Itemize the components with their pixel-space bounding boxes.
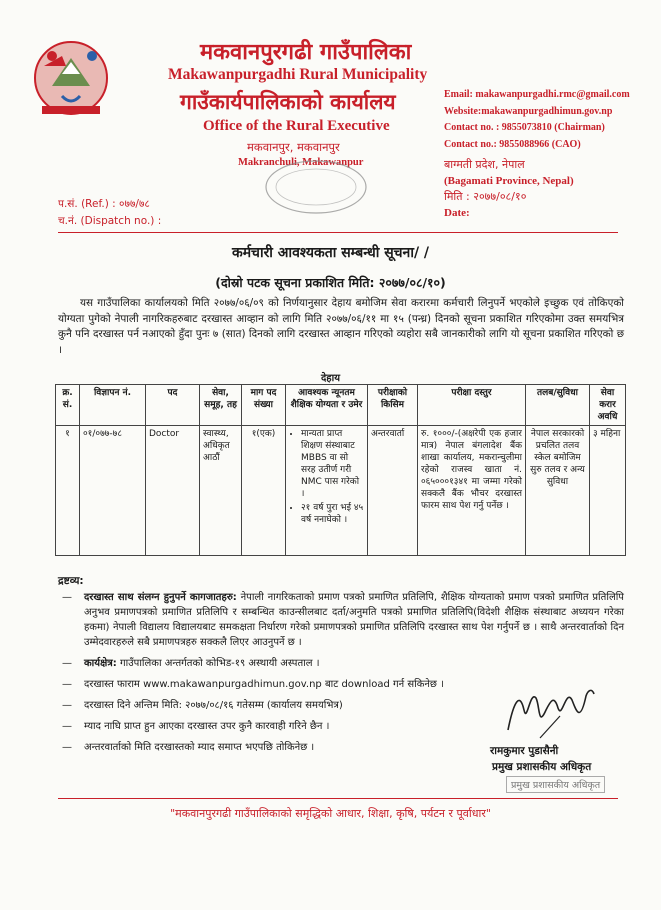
contact-email: Email: makawanpurgadhi.rmc@gmail.com	[444, 89, 630, 100]
col-header-salary: तलब/सुविधा	[526, 385, 590, 426]
contact-website: Website:makawanpurgadhimun.gov.np	[444, 105, 613, 117]
reference-block	[58, 196, 161, 230]
col-header-count: माग पद संख्या	[242, 385, 286, 426]
cell-ad-no: ०१/०७७-७८	[80, 426, 146, 556]
col-header-fee: परीक्षा दस्तुर	[418, 385, 526, 426]
header-divider	[58, 232, 618, 233]
note-text: अन्तरवार्ताको मिति दरखास्तको म्याद समाप्त भएपछि तोकिनेछ ।	[84, 742, 315, 753]
col-header-service: सेवा, समूह, तह	[200, 385, 242, 426]
contact-chairman: Contact no. : 9855073810 (Chairman)	[444, 122, 605, 133]
vacancy-table	[55, 384, 626, 556]
date-en: Date:	[444, 207, 470, 219]
handwritten-signature-icon	[500, 680, 600, 742]
cell-fee: रु. १०००/-(अक्षरेपी एक हजार मात्र) नेपाल बंगलादेश बैंक शाखा कार्यालय, मकरान्चुलीमा रहेको राजस्व खाता नं. ०६५०००१३४१ मा जम्मा गरेको सक्कलै बैंक भौचर दरखास्त फारम साथ पेश गर्नु पर्नेछ ।	[418, 426, 526, 556]
note-item: — अन्तरवार्ताको मिति दरखास्तको म्याद समाप्त भएपछि तोकिनेछ ।	[62, 742, 315, 753]
cell-duration: ३ महिना	[590, 426, 626, 556]
notice-subtitle: (दोस्रो पटक सूचना प्रकाशित मिति: २०७७/०८/१०)	[215, 275, 446, 290]
contact-cao: Contact no.: 9855088966 (CAO)	[444, 138, 581, 150]
note-text: दरखास्त दिने अन्तिम मिति: २०७७/०८/१६ गतेसम्म (कार्यालय समयभित्र)	[84, 700, 343, 711]
office-name-np: गाउँकार्यपालिकाको कार्यालय	[180, 90, 396, 114]
province-np: बाग्मती प्रदेश, नेपाल	[444, 158, 525, 171]
cell-post: Doctor	[146, 426, 200, 556]
table-row	[56, 426, 626, 556]
municipality-name-en: Makawanpurgadhi Rural Municipality	[168, 66, 428, 83]
note-label: कार्यक्षेत्र:	[84, 658, 117, 669]
table-header-row	[56, 385, 626, 426]
note-text: म्याद नाघि प्राप्त हुन आएका दरखास्त उपर कुनै कारवाही गरिने छैन ।	[84, 721, 330, 732]
reference-number: प.सं. (Ref.) : ०७७/७८	[58, 198, 150, 210]
cell-exam-type: अन्तरवार्ता	[368, 426, 418, 556]
nepal-emblem-icon	[22, 36, 120, 118]
note-item: — कार्यक्षेत्र: गाउँपालिका अन्तर्गतको कोभिड-१९ अस्थायी अस्पताल ।	[62, 658, 320, 669]
signatory-stamp: प्रमुख प्रशासकीय अधिकृत	[506, 776, 605, 793]
province-en: (Bagamati Province, Nepal)	[444, 175, 574, 187]
office-seal-icon	[262, 158, 370, 216]
note-label: दरखास्त साथ संलग्न हुनुपर्ने कागजातहरु:	[84, 592, 237, 603]
cell-service: स्वास्थ्य, अधिकृत आठौं	[200, 426, 242, 556]
signatory-title: प्रमुख प्रशासकीय अधिकृत	[492, 761, 592, 773]
note-text: नेपाली नागरिकताको प्रमाण पत्रको प्रमाणित प्रतिलिपि, शैक्षिक योग्यताको प्रमाण पत्रको प्रमाणित प्रतिलिपि अनुभव प्रमाणपत्रको प्रमाणित प्रतिलिपि र सम्बन्धित काउन्सीलबाट दर्ता/अनुमति पत्रको प्रमाणित प्रतिलिपि(विदेशी शैक्षिक संस्थाबाट अध्ययन गरेका हकमा) नेपाली विद्यालय विद्यालयबाट समकक्षता निर्धारण गरेको प्रमाणपत्रको प्रमाणित प्रतिलिपि दरखास्त साथ पेश गर्नुपर्ने छ । साथै अन्तरवार्ताको दिन उम्मेदवारहरुले सबै प्रमाणपत्रहरु सक्कलै लिएर आउनुपर्ने छ ।	[84, 592, 624, 648]
municipality-name-np: मकवानपुरगढी गाउँपालिका	[200, 40, 412, 65]
notes-heading: द्रष्टव्य:	[58, 575, 84, 587]
col-header-qualification: आवश्यक न्यूनतम शैक्षिक योग्यता र उमेर	[286, 385, 368, 426]
col-header-exam-type: परीक्षाको किसिम	[368, 385, 418, 426]
note-item: — दरखास्त दिने अन्तिम मिति: २०७७/०८/१६ गतेसम्म (कार्यालय समयभित्र)	[62, 700, 343, 711]
qualification-item: • मान्यता प्राप्त शिक्षण संस्थाबाट MBBS वा सो सरह उतीर्ण गरी NMC पास गरेको ।	[301, 428, 364, 500]
dispatch-number: च.नं. (Dispatch no.) :	[58, 215, 162, 227]
note-item: — दरखास्त साथ संलग्न हुनुपर्ने कागजातहरु: नेपाली नागरिकताको प्रमाण पत्रको प्रमाणित प्रतिलिपि, शैक्षिक योग्यताको प्रमाण पत्रको प्रमाणित प्रतिलिपि अनुभव प्रमाणपत्रको प्रमाणित प्रतिलिपि र सम्बन्धित काउन्सीलबाट दर्ता/अनुमति पत्रको प्रमाणित प्रतिलिपि(विदेशी शैक्षिक संस्थाबाट अध्ययन गरेका हकमा) नेपाली विद्यालय विद्यालयबाट समकक्षता निर्धारण गरेको प्रमाणपत्रको प्रमाणित प्रतिलिपि दरखास्त साथ पेश गर्नुपर्ने छ । साथै अन्तरवार्ताको दिन उम्मेदवारहरुले सबै प्रमाणपत्रहरु सक्कलै लिएर आउनुपर्ने छ ।	[62, 592, 624, 648]
footer-divider	[58, 798, 618, 799]
cell-salary: नेपाल सरकारको प्रचलित तलव स्केल बमोजिम सुरु तलव र अन्य सुविधा	[526, 426, 590, 556]
note-text: गाउँपालिका अन्तर्गतको कोभिड-१९ अस्थायी अस्पताल ।	[116, 658, 320, 669]
cell-count: १(एक)	[242, 426, 286, 556]
signatory-name: रामकुमार पुडासैनी	[490, 745, 559, 757]
footer-slogan: "मकवानपुरगढी गाउँपालिकाको समृद्धिको आधार, शिक्षा, कृषि, पर्यटन र पूर्वाधार"	[170, 807, 491, 820]
col-header-duration: सेवा करार अवधि	[590, 385, 626, 426]
notice-body: यस गाउँपालिका कार्यालयको मिति २०७७/०६/०९ को निर्णयानुसार देहाय बमोजिम सेवा करारमा कर्मचारी लिनुपर्ने भएकोले इच्छुक एवं तोकिएको योग्यता पुगेको नेपाली नागरिकहरुबाट दरखास्त आव्हान को लागि मिति २०७७/०६/११ मा १५ (पन्ध्र) दिनको सूचना प्रकाशित गरिएकोमा उक्त समयभित्र कुनै पनि दरखास्त पर्न नआएको हुँदा पुनः ७ (सात) दिनको लागि दरखास्त आव्हान गरिएको व्यहोरा सबै जानकारीको लागि यो सूचना प्रकाशित गरिएको छ ।	[58, 297, 624, 356]
cell-sn: १	[56, 426, 80, 556]
col-header-sn: क्र. सं.	[56, 385, 80, 426]
notice-title: कर्मचारी आवश्यकता सम्बन्धी सूचना/ /	[231, 245, 430, 261]
date-np: मिति : २०७७/०८/१०	[444, 190, 527, 203]
table-caption: देहाय	[320, 373, 340, 384]
office-name-en: Office of the Rural Executive	[203, 118, 390, 134]
note-item: — दरखास्त फाराम www.makawanpurgadhimun.gov.np बाट download गर्न सकिनेछ ।	[62, 679, 444, 690]
cell-qualification	[286, 426, 368, 556]
col-header-ad-no: विज्ञापन नं.	[80, 385, 146, 426]
province-block	[444, 157, 574, 221]
qualification-item: • २१ वर्ष पुरा भई ४५ वर्ष ननाघेको ।	[301, 502, 364, 526]
place-np: मकवानपुर, मकवानपुर	[247, 140, 340, 154]
col-header-post: पद	[146, 385, 200, 426]
contact-block	[444, 87, 630, 153]
place-en: Makranchuli, Makawanpur	[238, 157, 364, 168]
note-item: — म्याद नाघि प्राप्त हुन आएका दरखास्त उपर कुनै कारवाही गरिने छैन ।	[62, 721, 330, 732]
note-text: दरखास्त फाराम www.makawanpurgadhimun.gov.np बाट download गर्न सकिनेछ ।	[84, 679, 444, 690]
